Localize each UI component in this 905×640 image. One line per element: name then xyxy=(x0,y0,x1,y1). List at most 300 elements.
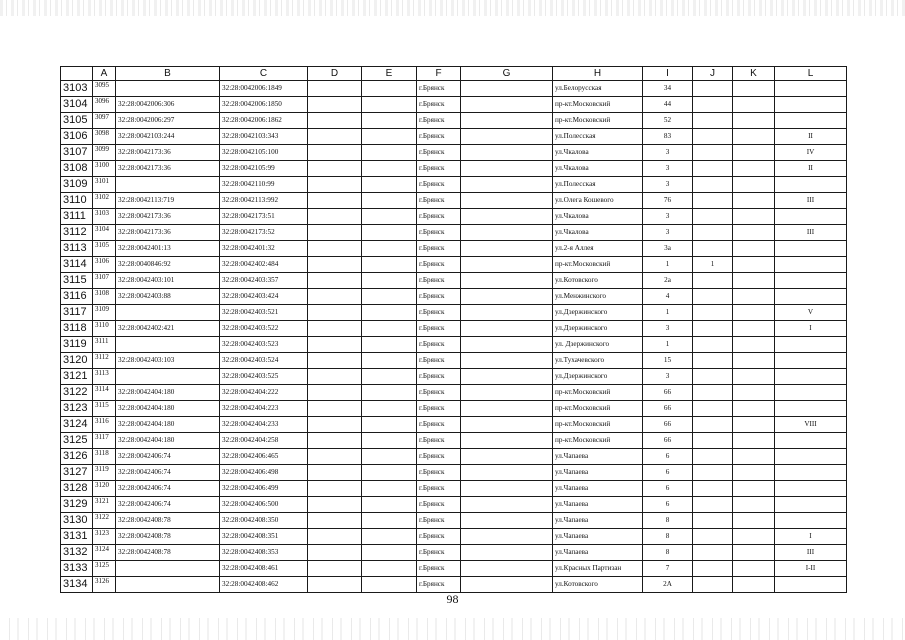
cell-l xyxy=(775,289,847,305)
cell-h: ул.Тухачевского xyxy=(553,353,643,369)
cell-e xyxy=(362,305,417,321)
cell-h: ул.Дзержинского xyxy=(553,321,643,337)
column-header-k: K xyxy=(733,67,775,81)
cell-j xyxy=(693,353,733,369)
cell-l xyxy=(775,273,847,289)
cell-a: 3116 xyxy=(93,417,116,433)
table-row xyxy=(61,193,847,209)
cell-b: 32:28:0042006:297 xyxy=(116,113,220,129)
cell-k xyxy=(733,145,775,161)
cell-g xyxy=(461,449,553,465)
cell-j xyxy=(693,465,733,481)
cell-j xyxy=(693,337,733,353)
cell-l: II xyxy=(775,129,847,145)
cell-i: 8 xyxy=(643,545,693,561)
cell-c: 32:28:0042404:258 xyxy=(220,433,308,449)
cell-c: 32:28:0042408:351 xyxy=(220,529,308,545)
cell-a: 3113 xyxy=(93,369,116,385)
cell-a: 3108 xyxy=(93,289,116,305)
cell-b: 32:28:0042173:36 xyxy=(116,225,220,241)
cell-l: I-II xyxy=(775,561,847,577)
cell-b: 32:28:0042173:36 xyxy=(116,145,220,161)
cell-d xyxy=(308,545,362,561)
cell-a: 3104 xyxy=(93,225,116,241)
cell-i: 1 xyxy=(643,305,693,321)
cell-j xyxy=(693,417,733,433)
cell-h: ул.Чкалова xyxy=(553,145,643,161)
table-row xyxy=(61,97,847,113)
cell-e xyxy=(362,449,417,465)
cell-l xyxy=(775,241,847,257)
cell-j xyxy=(693,497,733,513)
cell-b: 32:28:0042404:180 xyxy=(116,433,220,449)
row-number-cell: 3113 xyxy=(61,241,93,257)
table-row xyxy=(61,305,847,321)
cell-k xyxy=(733,465,775,481)
cell-g xyxy=(461,129,553,145)
row-number-cell: 3109 xyxy=(61,177,93,193)
cell-k xyxy=(733,481,775,497)
cell-j xyxy=(693,305,733,321)
cell-l: III xyxy=(775,193,847,209)
cell-b: 32:28:0042406:74 xyxy=(116,497,220,513)
cell-h: ул.Чапаева xyxy=(553,449,643,465)
cell-d xyxy=(308,177,362,193)
cell-i: 83 xyxy=(643,129,693,145)
table-row xyxy=(61,369,847,385)
cell-j xyxy=(693,81,733,97)
cell-d xyxy=(308,529,362,545)
cell-l: III xyxy=(775,545,847,561)
cell-h: пр-кт.Московский xyxy=(553,97,643,113)
row-number-cell: 3107 xyxy=(61,145,93,161)
column-header-c: C xyxy=(220,67,308,81)
cell-a: 3105 xyxy=(93,241,116,257)
column-header-i: I xyxy=(643,67,693,81)
row-number-cell: 3131 xyxy=(61,529,93,545)
cell-h: пр-кт.Московский xyxy=(553,401,643,417)
cell-j xyxy=(693,449,733,465)
table-row xyxy=(61,113,847,129)
cell-i: 3 xyxy=(643,145,693,161)
cell-h: пр-кт.Московский xyxy=(553,433,643,449)
cell-l xyxy=(775,401,847,417)
row-number-cell: 3126 xyxy=(61,449,93,465)
table-row xyxy=(61,257,847,273)
cell-b: 32:28:0042403:101 xyxy=(116,273,220,289)
cell-b: 32:28:0042103:244 xyxy=(116,129,220,145)
cell-d xyxy=(308,289,362,305)
row-number-cell: 3124 xyxy=(61,417,93,433)
cell-h: ул. Дзержинского xyxy=(553,337,643,353)
row-number-cell: 3112 xyxy=(61,225,93,241)
cell-g xyxy=(461,529,553,545)
cell-b: 32:28:0042173:36 xyxy=(116,161,220,177)
cell-k xyxy=(733,177,775,193)
cell-g xyxy=(461,161,553,177)
cell-l: III xyxy=(775,225,847,241)
row-number-cell: 3121 xyxy=(61,369,93,385)
cell-e xyxy=(362,513,417,529)
cell-g xyxy=(461,321,553,337)
column-header-j: J xyxy=(693,67,733,81)
cell-j xyxy=(693,129,733,145)
cell-c: 32:28:0042113:992 xyxy=(220,193,308,209)
cell-g xyxy=(461,305,553,321)
spreadsheet-table xyxy=(60,66,847,593)
cell-h: ул.Чапаева xyxy=(553,545,643,561)
cell-e xyxy=(362,401,417,417)
cell-l: I xyxy=(775,321,847,337)
cell-j xyxy=(693,401,733,417)
cell-h: ул.Дзержинского xyxy=(553,369,643,385)
cell-l xyxy=(775,209,847,225)
cell-f: г.Брянск xyxy=(417,417,461,433)
cell-c: 32:28:0042006:1862 xyxy=(220,113,308,129)
cell-d xyxy=(308,273,362,289)
cell-c: 32:28:0042404:222 xyxy=(220,385,308,401)
cell-k xyxy=(733,385,775,401)
cell-i: 3 xyxy=(643,321,693,337)
cell-d xyxy=(308,577,362,593)
cell-h: пр-кт.Московский xyxy=(553,113,643,129)
cell-i: 1 xyxy=(643,337,693,353)
cell-c: 32:28:0042403:523 xyxy=(220,337,308,353)
cell-l xyxy=(775,337,847,353)
cell-c: 32:28:0042406:498 xyxy=(220,465,308,481)
cell-i: 52 xyxy=(643,113,693,129)
cell-b: 32:28:0042006:306 xyxy=(116,97,220,113)
cell-h: ул.Чкалова xyxy=(553,161,643,177)
column-header-a: A xyxy=(93,67,116,81)
cell-a: 3122 xyxy=(93,513,116,529)
cell-g xyxy=(461,193,553,209)
cell-d xyxy=(308,225,362,241)
cell-f: г.Брянск xyxy=(417,177,461,193)
row-number-cell: 3123 xyxy=(61,401,93,417)
cell-i: 2а xyxy=(643,273,693,289)
cell-f: г.Брянск xyxy=(417,241,461,257)
cell-e xyxy=(362,193,417,209)
cell-f: г.Брянск xyxy=(417,529,461,545)
cell-l xyxy=(775,449,847,465)
cell-i: 7 xyxy=(643,561,693,577)
cell-h: ул.Олега Кошевого xyxy=(553,193,643,209)
cell-i: 4 xyxy=(643,289,693,305)
cell-c: 32:28:0042173:51 xyxy=(220,209,308,225)
cell-c: 32:28:0042401:32 xyxy=(220,241,308,257)
cell-k xyxy=(733,257,775,273)
cell-k xyxy=(733,433,775,449)
cell-k xyxy=(733,449,775,465)
row-number-cell: 3106 xyxy=(61,129,93,145)
cell-e xyxy=(362,129,417,145)
cell-b xyxy=(116,305,220,321)
cell-a: 3106 xyxy=(93,257,116,273)
cell-a: 3095 xyxy=(93,81,116,97)
row-number-cell: 3125 xyxy=(61,433,93,449)
cell-e xyxy=(362,545,417,561)
cell-g xyxy=(461,545,553,561)
cell-i: 6 xyxy=(643,481,693,497)
cell-g xyxy=(461,289,553,305)
cell-i: 44 xyxy=(643,97,693,113)
cell-i: 1 xyxy=(643,257,693,273)
row-number-cell: 3120 xyxy=(61,353,93,369)
cell-h: ул.2-я Аллея xyxy=(553,241,643,257)
cell-e xyxy=(362,97,417,113)
cell-h: ул.Белорусская xyxy=(553,81,643,97)
cell-h: ул.Чапаева xyxy=(553,513,643,529)
cell-b: 32:28:0042173:36 xyxy=(116,209,220,225)
row-number-cell: 3116 xyxy=(61,289,93,305)
cell-h: ул.Чкалова xyxy=(553,209,643,225)
cell-e xyxy=(362,561,417,577)
cell-f: г.Брянск xyxy=(417,401,461,417)
cell-a: 3114 xyxy=(93,385,116,401)
cell-k xyxy=(733,337,775,353)
cell-d xyxy=(308,449,362,465)
cell-b: 32:28:0042403:88 xyxy=(116,289,220,305)
cell-h: ул.Котовского xyxy=(553,577,643,593)
cell-k xyxy=(733,209,775,225)
cell-f: г.Брянск xyxy=(417,321,461,337)
cell-c: 32:28:0042408:462 xyxy=(220,577,308,593)
cell-g xyxy=(461,465,553,481)
cell-f: г.Брянск xyxy=(417,129,461,145)
cell-b xyxy=(116,337,220,353)
cell-g xyxy=(461,97,553,113)
cell-d xyxy=(308,417,362,433)
cell-c: 32:28:0042403:522 xyxy=(220,321,308,337)
cell-f: г.Брянск xyxy=(417,337,461,353)
cell-g xyxy=(461,513,553,529)
cell-f: г.Брянск xyxy=(417,353,461,369)
cell-a: 3112 xyxy=(93,353,116,369)
cell-g xyxy=(461,113,553,129)
cell-a: 3097 xyxy=(93,113,116,129)
cell-j xyxy=(693,561,733,577)
cell-j: 1 xyxy=(693,257,733,273)
cell-d xyxy=(308,369,362,385)
cell-h: ул.Чапаева xyxy=(553,497,643,513)
table-row xyxy=(61,145,847,161)
cell-f: г.Брянск xyxy=(417,513,461,529)
cell-k xyxy=(733,545,775,561)
cell-b: 32:28:0042408:78 xyxy=(116,545,220,561)
cell-j xyxy=(693,513,733,529)
table-row xyxy=(61,209,847,225)
cell-l xyxy=(775,257,847,273)
cell-h: ул.Полесская xyxy=(553,177,643,193)
cell-a: 3101 xyxy=(93,177,116,193)
table-row xyxy=(61,481,847,497)
cell-e xyxy=(362,161,417,177)
cell-g xyxy=(461,385,553,401)
cell-i: 2А xyxy=(643,577,693,593)
cell-e xyxy=(362,497,417,513)
cell-i: 3 xyxy=(643,177,693,193)
cell-h: ул.Чапаева xyxy=(553,481,643,497)
cell-g xyxy=(461,369,553,385)
cell-f: г.Брянск xyxy=(417,561,461,577)
row-number-cell: 3103 xyxy=(61,81,93,97)
cell-d xyxy=(308,353,362,369)
cell-i: 34 xyxy=(643,81,693,97)
cell-f: г.Брянск xyxy=(417,209,461,225)
cell-c: 32:28:0042105:100 xyxy=(220,145,308,161)
cell-e xyxy=(362,113,417,129)
cell-f: г.Брянск xyxy=(417,449,461,465)
table-row xyxy=(61,577,847,593)
cell-l xyxy=(775,465,847,481)
cell-d xyxy=(308,97,362,113)
row-number-cell: 3127 xyxy=(61,465,93,481)
cell-h: ул.Котовского xyxy=(553,273,643,289)
row-number-cell: 3129 xyxy=(61,497,93,513)
cell-b: 32:28:0042408:78 xyxy=(116,513,220,529)
column-header-row xyxy=(61,67,847,81)
table-row xyxy=(61,417,847,433)
cell-c: 32:28:0042006:1850 xyxy=(220,97,308,113)
cell-l xyxy=(775,81,847,97)
cell-c: 32:28:0042404:223 xyxy=(220,401,308,417)
cell-l xyxy=(775,385,847,401)
cell-k xyxy=(733,129,775,145)
cell-d xyxy=(308,337,362,353)
cell-c: 32:28:0042406:499 xyxy=(220,481,308,497)
cell-d xyxy=(308,465,362,481)
cell-k xyxy=(733,497,775,513)
cell-j xyxy=(693,225,733,241)
cell-f: г.Брянск xyxy=(417,161,461,177)
cell-d xyxy=(308,401,362,417)
cell-c: 32:28:0042105:99 xyxy=(220,161,308,177)
cell-g xyxy=(461,401,553,417)
cell-a: 3120 xyxy=(93,481,116,497)
cell-f: г.Брянск xyxy=(417,145,461,161)
cell-k xyxy=(733,193,775,209)
cell-c: 32:28:0042408:350 xyxy=(220,513,308,529)
table-row xyxy=(61,433,847,449)
cell-k xyxy=(733,305,775,321)
cell-k xyxy=(733,369,775,385)
cell-l: V xyxy=(775,305,847,321)
cell-k xyxy=(733,225,775,241)
cell-b: 32:28:0040846:92 xyxy=(116,257,220,273)
cell-a: 3125 xyxy=(93,561,116,577)
cell-j xyxy=(693,209,733,225)
cell-j xyxy=(693,241,733,257)
table-row xyxy=(61,513,847,529)
cell-l xyxy=(775,433,847,449)
cell-i: 3 xyxy=(643,209,693,225)
row-number-cell: 3108 xyxy=(61,161,93,177)
cell-k xyxy=(733,353,775,369)
table-row xyxy=(61,129,847,145)
cell-c: 32:28:0042404:233 xyxy=(220,417,308,433)
cell-h: ул.Чкалова xyxy=(553,225,643,241)
row-number-cell: 3122 xyxy=(61,385,93,401)
table-row xyxy=(61,289,847,305)
cell-b: 32:28:0042406:74 xyxy=(116,449,220,465)
cell-a: 3109 xyxy=(93,305,116,321)
cell-d xyxy=(308,81,362,97)
cell-i: 3 xyxy=(643,369,693,385)
cell-g xyxy=(461,353,553,369)
cell-k xyxy=(733,161,775,177)
cell-j xyxy=(693,385,733,401)
cell-c: 32:28:0042403:521 xyxy=(220,305,308,321)
table-row xyxy=(61,241,847,257)
cell-a: 3099 xyxy=(93,145,116,161)
cell-f: г.Брянск xyxy=(417,97,461,113)
cell-g xyxy=(461,81,553,97)
cell-i: 6 xyxy=(643,465,693,481)
cell-b: 32:28:0042404:180 xyxy=(116,401,220,417)
cell-g xyxy=(461,497,553,513)
row-number-cell: 3104 xyxy=(61,97,93,113)
cell-j xyxy=(693,529,733,545)
cell-e xyxy=(362,417,417,433)
column-header-g: G xyxy=(461,67,553,81)
table-row xyxy=(61,529,847,545)
cell-d xyxy=(308,145,362,161)
column-header-h: H xyxy=(553,67,643,81)
row-number-cell: 3105 xyxy=(61,113,93,129)
cell-j xyxy=(693,481,733,497)
cell-l: II xyxy=(775,161,847,177)
table-row xyxy=(61,545,847,561)
cell-f: г.Брянск xyxy=(417,113,461,129)
cell-j xyxy=(693,113,733,129)
cell-i: 66 xyxy=(643,433,693,449)
cell-f: г.Брянск xyxy=(417,481,461,497)
column-header-d: D xyxy=(308,67,362,81)
cell-k xyxy=(733,321,775,337)
cell-j xyxy=(693,321,733,337)
cell-l xyxy=(775,177,847,193)
cell-a: 3115 xyxy=(93,401,116,417)
cell-k xyxy=(733,401,775,417)
cell-h: ул.Красных Партизан xyxy=(553,561,643,577)
cell-j xyxy=(693,161,733,177)
cell-e xyxy=(362,209,417,225)
table-row xyxy=(61,465,847,481)
cell-a: 3119 xyxy=(93,465,116,481)
cell-d xyxy=(308,129,362,145)
cell-e xyxy=(362,225,417,241)
cell-h: ул.Менжинского xyxy=(553,289,643,305)
cell-k xyxy=(733,529,775,545)
cell-b xyxy=(116,81,220,97)
cell-c: 32:28:0042403:525 xyxy=(220,369,308,385)
cell-e xyxy=(362,337,417,353)
cell-c: 32:28:0042403:424 xyxy=(220,289,308,305)
cell-b: 32:28:0042404:180 xyxy=(116,385,220,401)
cell-a: 3117 xyxy=(93,433,116,449)
cell-e xyxy=(362,353,417,369)
cell-a: 3126 xyxy=(93,577,116,593)
table-row xyxy=(61,385,847,401)
cell-j xyxy=(693,545,733,561)
cell-f: г.Брянск xyxy=(417,273,461,289)
page-number: 98 xyxy=(446,592,459,606)
cell-g xyxy=(461,561,553,577)
row-number-cell: 3111 xyxy=(61,209,93,225)
cell-d xyxy=(308,513,362,529)
cell-b: 32:28:0042403:103 xyxy=(116,353,220,369)
